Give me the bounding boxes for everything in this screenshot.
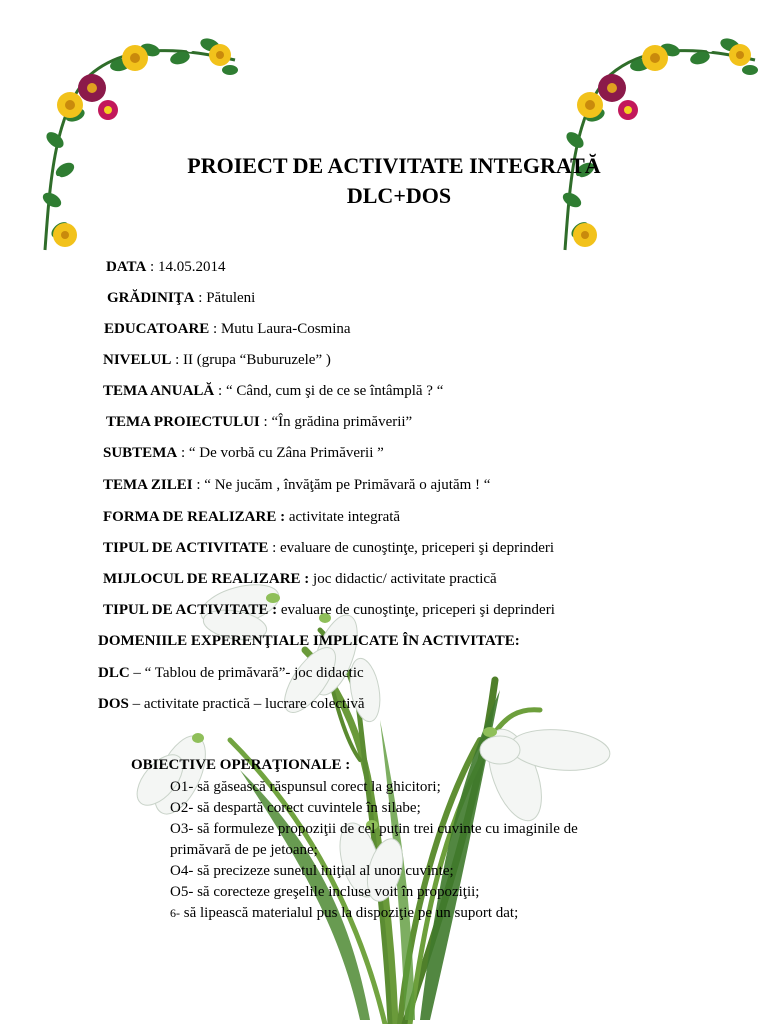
info-label: DLC — [98, 665, 130, 681]
info-row-domeniile — [98, 633, 520, 650]
info-row-mijlocul-de-realizare — [103, 571, 497, 588]
info-row-dlc — [98, 665, 364, 682]
objective-item — [170, 821, 578, 838]
info-separator: : — [194, 290, 207, 306]
objective-item — [170, 779, 441, 796]
objective-number: 6- — [170, 906, 180, 920]
objective-text: primăvară de pe jetoane; — [170, 842, 318, 858]
info-value: “ Ne jucăm , învăţăm pe Primăvară o ajutăm ! “ — [204, 477, 491, 493]
info-row-tema-proiectului — [106, 414, 412, 431]
info-row-tema-zilei — [103, 477, 490, 494]
info-value: Pătuleni — [206, 290, 256, 306]
info-label: SUBTEMA — [103, 445, 178, 461]
info-row-nivelul — [103, 352, 331, 369]
objective-text: să precizeze sunetul iniţial al unor cuvinte; — [193, 863, 454, 879]
objective-item — [170, 863, 454, 880]
info-row-tema-anuala — [103, 383, 443, 400]
floral-corner-right-illustration — [550, 30, 760, 255]
objective-number: O3- — [170, 821, 194, 837]
info-separator: – — [129, 665, 145, 681]
info-label: GRĂDINIŢA — [107, 290, 195, 306]
info-value: Mutu Laura-Cosmina — [220, 321, 351, 337]
info-label: TEMA ZILEI — [103, 477, 193, 493]
objective-text: să lipească materialul pus la dispoziţie pe un suport dat; — [180, 905, 519, 921]
info-separator: : — [177, 445, 189, 461]
objectives-heading: OBIECTIVE OPERAŢIONALE : — [131, 757, 351, 773]
info-label: DOMENIILE EXPERENŢIALE IMPLICATE ÎN ACTIVITATE: — [98, 633, 520, 649]
objective-text: să corecteze greşelile incluse voit în propoziţii; — [193, 884, 480, 900]
info-label: TEMA ANUALĂ — [103, 383, 215, 399]
info-separator: : — [171, 352, 184, 368]
info-row-subtema — [103, 445, 384, 462]
info-value: “ Tablou de primăvară”- joc didactic — [144, 665, 364, 681]
info-label: TIPUL DE ACTIVITATE — [103, 540, 269, 556]
info-label: TIPUL DE ACTIVITATE : — [103, 602, 278, 618]
info-value: “ Când, cum şi de ce se întâmplă ? “ — [225, 383, 444, 399]
objective-number: O2- — [170, 800, 194, 816]
info-separator: – — [128, 696, 144, 712]
info-value: activitate practică – lucrare colectivă — [143, 696, 365, 712]
info-separator: : — [192, 477, 205, 493]
info-value: 14.05.2014 — [157, 259, 226, 275]
info-value: evaluare de cunoştinţe, priceperi şi deprinderi — [280, 602, 555, 618]
objective-item — [170, 905, 518, 922]
info-value: II (grupa “Buburuzele” ) — [183, 352, 331, 368]
info-row-educatoare — [104, 321, 351, 338]
info-label: DATA — [106, 259, 147, 275]
info-row-dos — [98, 696, 365, 713]
objective-item — [170, 800, 421, 817]
objective-number: O4- — [170, 863, 194, 879]
objective-number: O1- — [170, 779, 194, 795]
objective-number: O5- — [170, 884, 194, 900]
info-row-data — [106, 259, 225, 276]
info-row-gradinita — [107, 290, 255, 307]
document-subtitle: DLC+DOS — [346, 183, 452, 208]
info-label: NIVELUL — [103, 352, 172, 368]
info-separator: : — [214, 383, 226, 399]
objective-text: să găsească răspunsul corect la ghicitori; — [193, 779, 441, 795]
objective-text: să despartă corect cuvintele în silabe; — [193, 800, 421, 816]
info-row-forma-de-realizare — [103, 509, 400, 526]
info-value: “În grădina primăverii” — [271, 414, 413, 430]
info-separator: : — [209, 321, 221, 337]
info-row-tipul-de-activitate-2 — [103, 602, 555, 619]
objective-text: să formuleze propoziţii de cel puţin trei cuvinte cu imaginile de — [193, 821, 578, 837]
document-title: PROIECT DE ACTIVITATE INTEGRATĂ — [187, 153, 601, 178]
info-separator: : — [268, 540, 280, 556]
info-label: DOS — [98, 696, 129, 712]
info-label: FORMA DE REALIZARE : — [103, 509, 286, 525]
objective-item — [170, 884, 479, 901]
info-label: EDUCATOARE — [104, 321, 210, 337]
objective-item-continuation — [170, 842, 318, 859]
info-label: MIJLOCUL DE REALIZARE : — [103, 571, 310, 587]
info-value: evaluare de cunoştinţe, priceperi şi deprinderi — [280, 540, 555, 556]
info-label: TEMA PROIECTULUI — [106, 414, 260, 430]
info-value: “ De vorbă cu Zâna Primăverii ” — [188, 445, 384, 461]
info-row-tipul-de-activitate — [103, 540, 554, 557]
floral-corner-left-illustration — [30, 30, 240, 255]
info-value: joc didactic/ activitate practică — [313, 571, 497, 587]
info-separator: : — [259, 414, 272, 430]
info-value: activitate integrată — [288, 509, 401, 525]
info-separator: : — [146, 259, 158, 275]
